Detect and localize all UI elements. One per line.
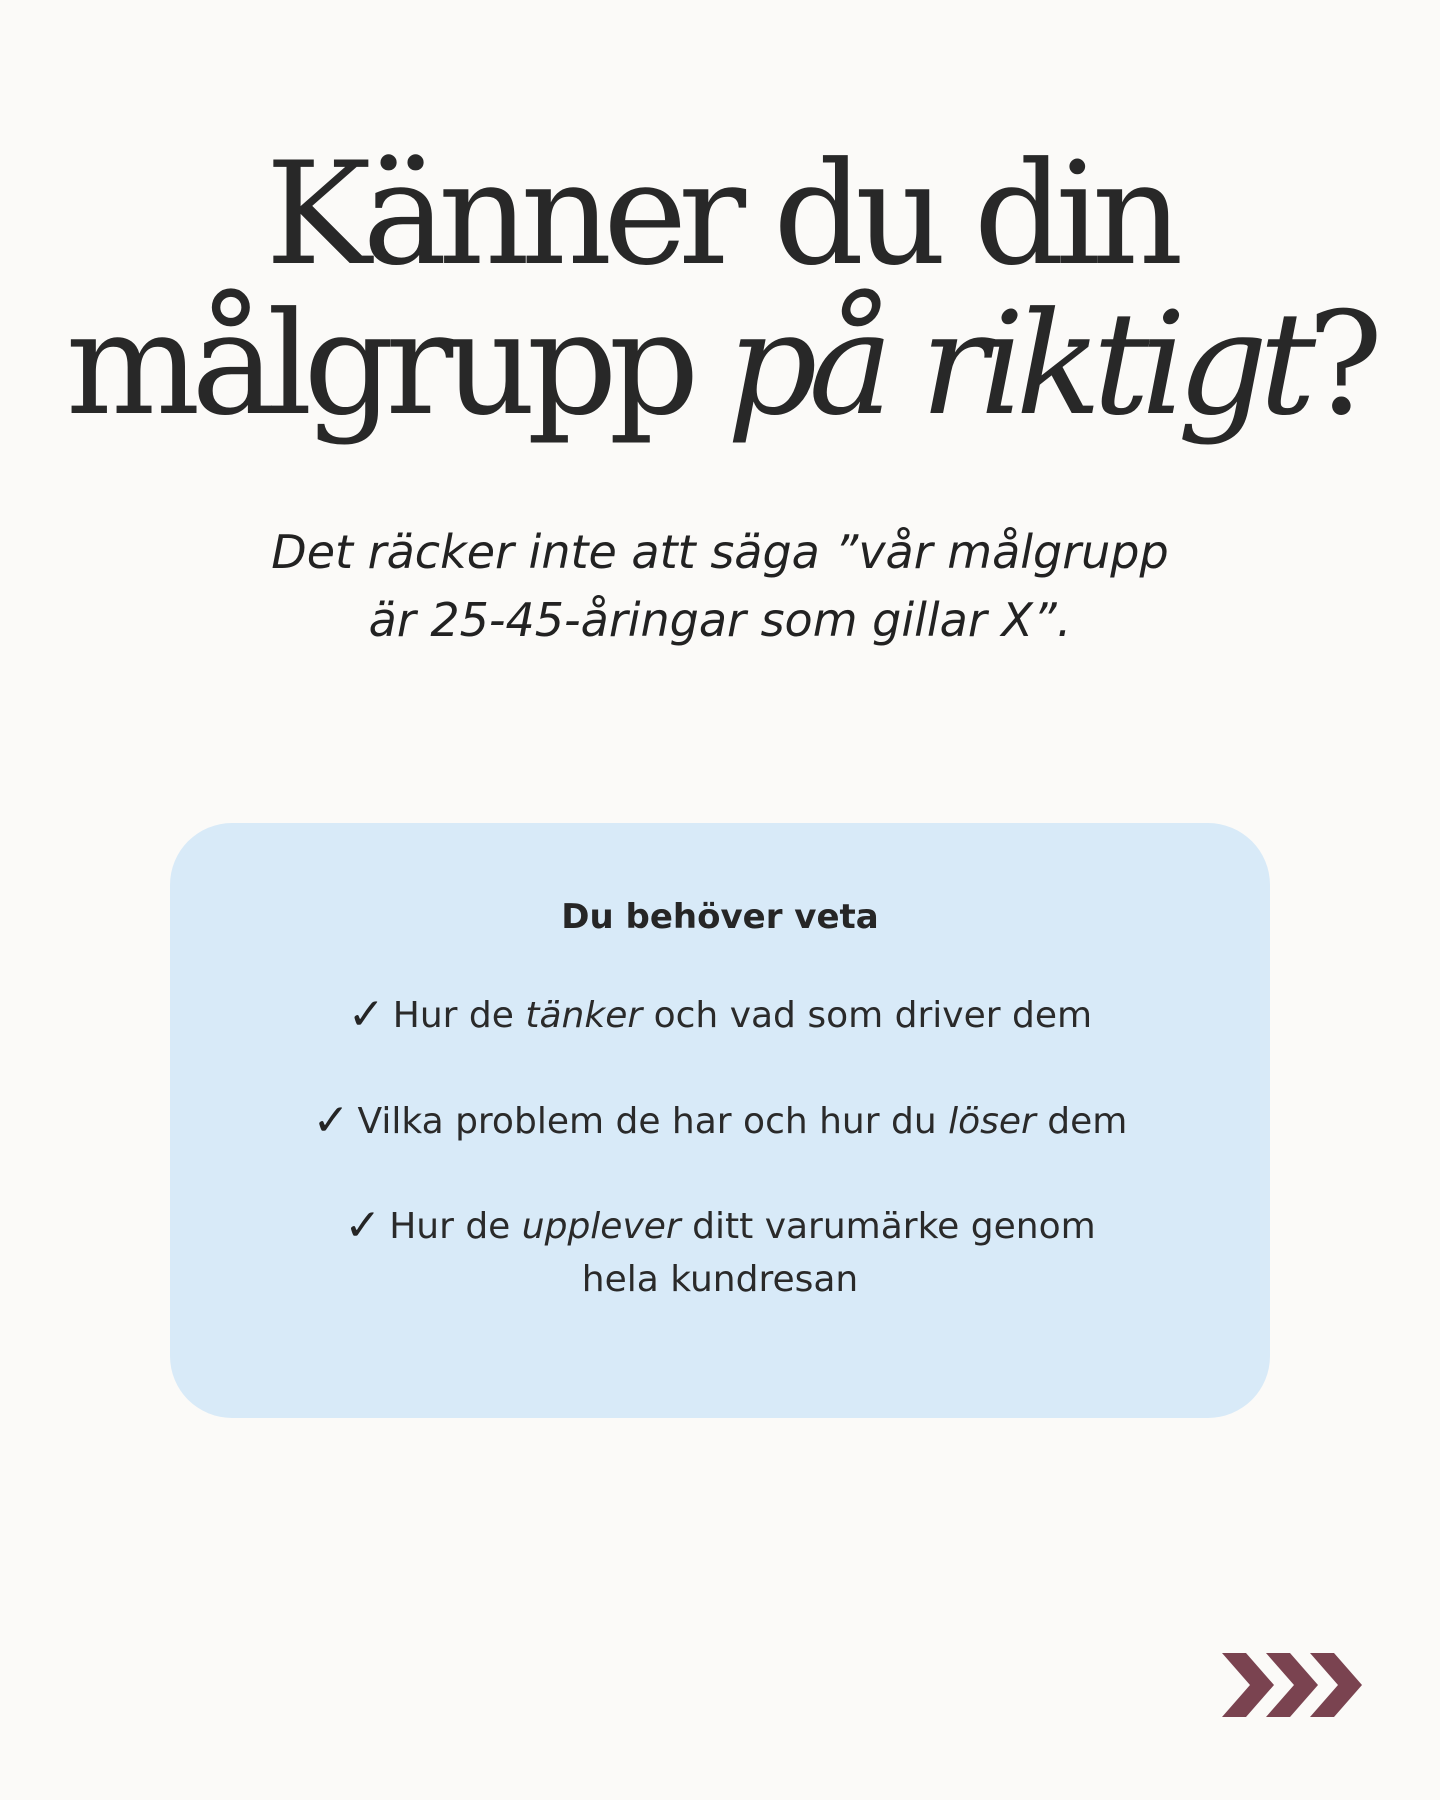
checklist-item xyxy=(0,988,1440,1042)
item-text-before: Hur de xyxy=(389,1206,522,1247)
checklist-item xyxy=(0,1199,1440,1306)
subtitle-line-1: Det räcker inte att säga ”vår målgrupp xyxy=(271,525,1169,579)
headline-line-1: Känner du din xyxy=(265,132,1175,297)
subtitle xyxy=(0,518,1440,654)
headline-question-mark: ? xyxy=(1307,282,1375,447)
checklist-item xyxy=(0,1094,1440,1148)
item-text-line-2: hela kundresan xyxy=(581,1259,859,1300)
item-text-before: Hur de xyxy=(392,995,526,1036)
item-text-after: dem xyxy=(1035,1101,1128,1142)
headline-line-2 xyxy=(0,282,1440,447)
item-text-before: Vilka problem de har och hur du xyxy=(357,1101,949,1142)
subtitle-line-2: är 25-45-åringar som gillar X”. xyxy=(368,593,1072,647)
card-title: Du behöver veta xyxy=(561,897,879,937)
chevron-triple-right-icon[interactable] xyxy=(1222,1653,1368,1717)
headline-regular: målgrupp xyxy=(65,282,727,447)
item-text-italic: upplever xyxy=(521,1206,681,1247)
item-text-italic: löser xyxy=(948,1101,1036,1142)
checkmark-icon: ✓ xyxy=(347,989,385,1040)
item-text-italic: tänker xyxy=(525,995,643,1036)
checkmark-icon: ✓ xyxy=(312,1095,350,1146)
item-text-after: och vad som driver dem xyxy=(642,995,1093,1036)
item-text-after: ditt varumärke genom xyxy=(680,1206,1096,1247)
headline-italic: på riktigt xyxy=(726,282,1308,447)
headline xyxy=(0,132,1440,447)
checkmark-icon: ✓ xyxy=(344,1200,382,1251)
